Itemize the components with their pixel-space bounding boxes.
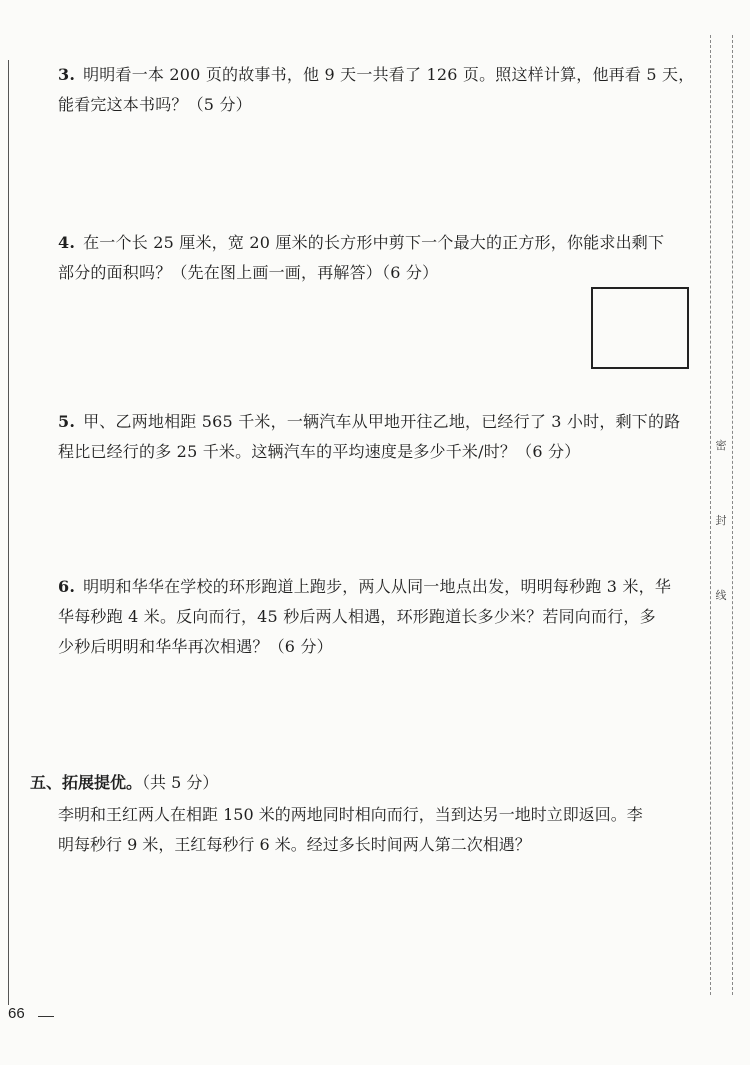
binding-char-feng: 封 [715, 514, 727, 527]
question-text: 明明和华华在学校的环形跑道上跑步，两人从同一地点出发，明明每秒跑 3 米，华 [83, 577, 672, 596]
question-4 [58, 228, 698, 288]
binding-strip [704, 35, 736, 995]
question-text: 能看完这本书吗？（5 分） [58, 95, 252, 114]
binding-dashed-line [710, 35, 711, 995]
binding-dashed-line [732, 35, 733, 995]
binding-char-xian: 线 [715, 589, 727, 602]
left-margin-rule [8, 60, 9, 1005]
question-text: 少秒后明明和华华再次相遇？（6 分） [58, 637, 333, 656]
section-text: 李明和王红两人在相距 150 米的两地同时相向而行，当到达另一地时立即返回。李 [58, 805, 643, 824]
question-text: 甲、乙两地相距 565 千米，一辆汽车从甲地开往乙地，已经行了 3 小时，剩下的路 [83, 412, 681, 431]
question-number: 5. [58, 412, 76, 431]
question-text: 程比已经行的多 25 千米。这辆汽车的平均速度是多少千米/时？（6 分） [58, 442, 581, 461]
page-number: 66 [8, 1005, 25, 1022]
section-points: （共 5 分） [142, 773, 219, 792]
section-heading: 五、拓展提优。 [30, 773, 143, 792]
question-number: 6. [58, 577, 76, 596]
question-3 [58, 60, 698, 120]
question-text: 明明看一本 200 页的故事书，他 9 天一共看了 126 页。照这样计算，他再看 5 天， [83, 65, 695, 84]
question-5 [58, 407, 698, 467]
question-text: 华每秒跑 4 米。反向而行，45 秒后两人相遇，环形跑道长多少米？若同向而行，多 [58, 607, 656, 626]
rectangle-drawing-area [591, 287, 689, 369]
binding-char-mi: 密 [715, 439, 727, 452]
question-text: 部分的面积吗？（先在图上画一画，再解答）（6 分） [58, 263, 439, 282]
page-number-dash [38, 1016, 54, 1017]
question-6 [58, 572, 698, 662]
section-body [58, 800, 698, 860]
question-text: 在一个长 25 厘米，宽 20 厘米的长方形中剪下一个最大的正方形，你能求出剩下 [83, 233, 665, 252]
question-number: 4. [58, 233, 76, 252]
section-title [30, 770, 218, 796]
section-text: 明每秒行 9 米，王红每秒行 6 米。经过多长时间两人第二次相遇？ [58, 835, 531, 854]
question-number: 3. [58, 65, 76, 84]
